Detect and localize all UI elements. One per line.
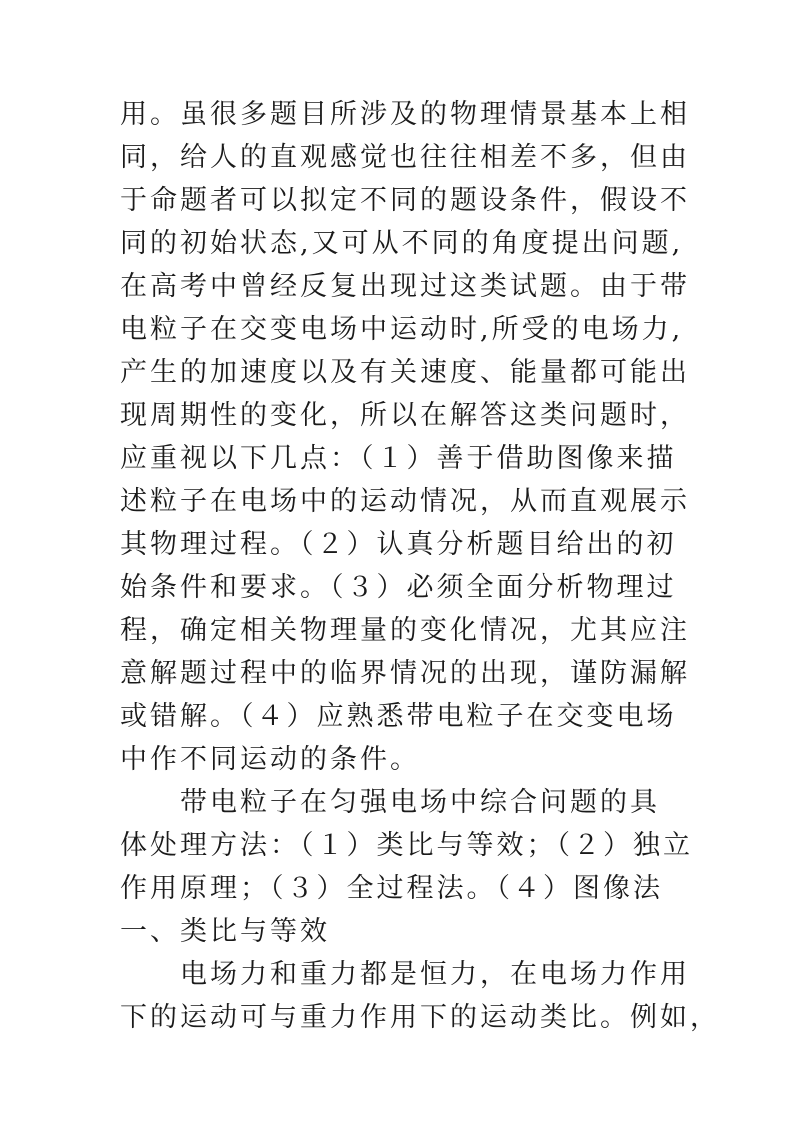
text-line: 在高考中曾经反复出现过这类试题。由于带 — [120, 271, 690, 302]
text-line: 始条件和要求。（３）必须全面分析物理过 — [120, 572, 677, 603]
text-line: 电粒子在交变电场中运动时,所受的电场力, — [120, 314, 684, 345]
text-line: 中作不同运动的条件。 — [120, 744, 420, 775]
text-line: 产生的加速度以及有关速度、能量都可能出 — [120, 357, 690, 388]
text-line: 应重视以下几点：（１）善于借助图像来描 — [120, 443, 677, 474]
text-line: 现周期性的变化，所以在解答这类问题时， — [120, 400, 690, 431]
text-line: 其物理过程。（２）认真分析题目给出的初 — [120, 529, 677, 560]
text-line: 同的初始状态,又可从不同的角度提出问题, — [120, 228, 684, 259]
paragraph-first-line: 带电粒子在匀强电场中综合问题的具 — [180, 787, 660, 818]
section-heading: 一、类比与等效 — [120, 916, 330, 947]
text-line: 程，确定相关物理量的变化情况，尤其应注 — [120, 615, 690, 646]
text-line: 于命题者可以拟定不同的题设条件，假设不 — [120, 185, 690, 216]
text-line: 体处理方法：（１）类比与等效；（２）独立 — [120, 830, 693, 861]
text-line: 同，给人的直观感觉也往往相差不多，但由 — [120, 142, 690, 173]
paragraph-first-line: 电场力和重力都是恒力，在电场力作用 — [180, 959, 690, 990]
text-line: 下的运动可与重力作用下的运动类比。例如， — [120, 1002, 720, 1033]
text-line: 作用原理；（３）全过程法。（４）图像法 — [120, 873, 663, 904]
text-line: 用。虽很多题目所涉及的物理情景基本上相 — [120, 99, 690, 130]
text-line: 意解题过程中的临界情况的出现，谨防漏解 — [120, 658, 690, 689]
text-line: 述粒子在电场中的运动情况，从而直观展示 — [120, 486, 690, 517]
body-text — [120, 93, 720, 1039]
text-line: 或错解。（４）应熟悉带电粒子在交变电场 — [120, 701, 677, 732]
